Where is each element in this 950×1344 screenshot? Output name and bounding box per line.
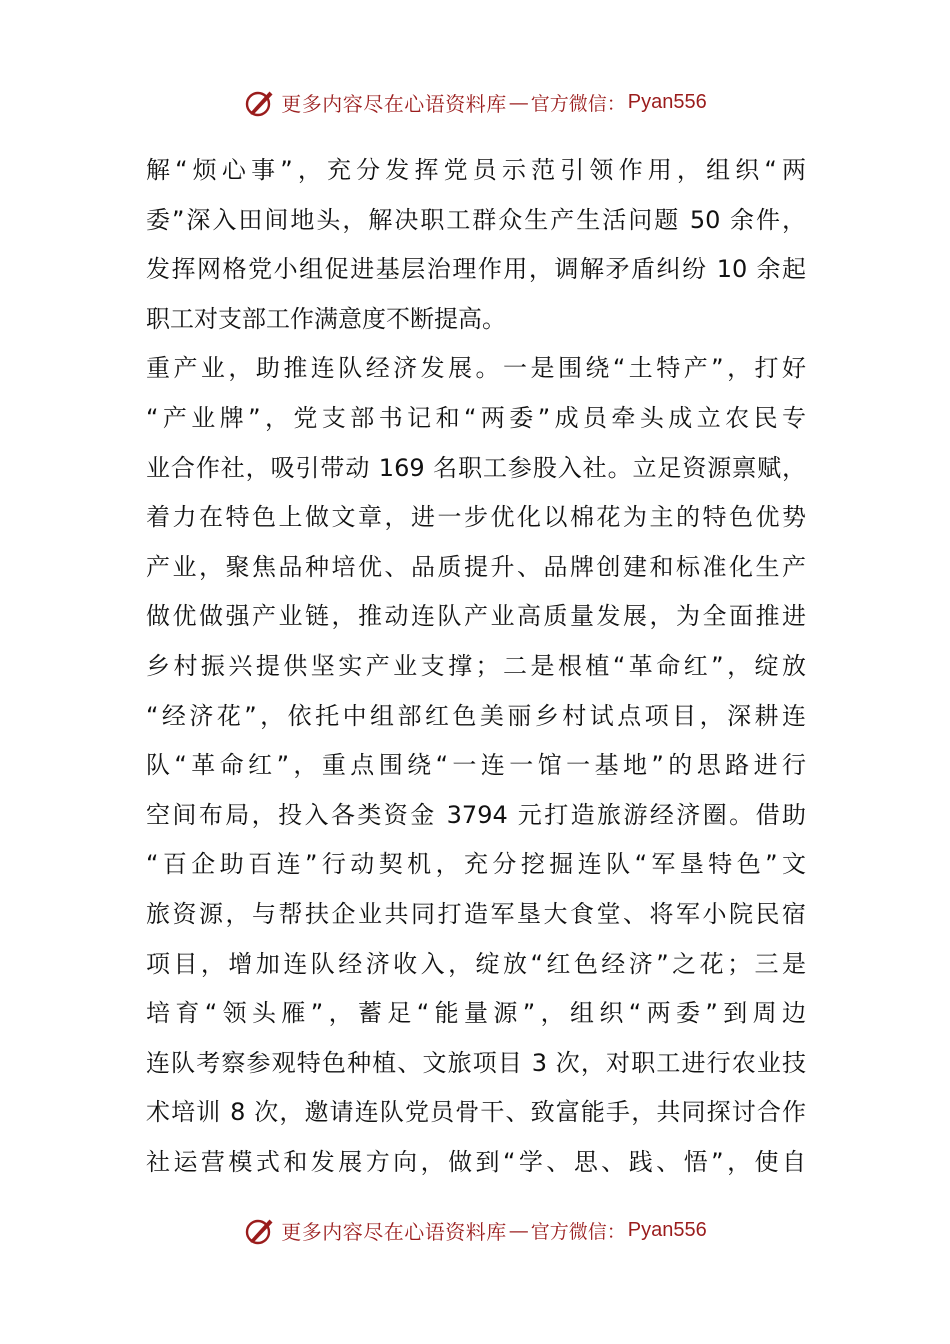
body-text-line: 委”深入田间地头，解决职工群众生产生活问题 50 余件， — [146, 205, 806, 234]
body-text-line: 空间布局，投入各类资金 3794 元打造旅游经济圈。借助 — [146, 800, 806, 829]
body-text-line: 社运营模式和发展方向，做到“学、思、践、悟”，使自 — [146, 1147, 806, 1176]
header-separator: — — [508, 90, 529, 114]
body-text-line: 职工对支部工作满意度不断提高。 — [146, 304, 506, 333]
document-body — [146, 150, 806, 1191]
header-banner — [0, 82, 950, 122]
body-text-line: 培育“领头雁”，蓄足“能量源”，组织“两委”到周边 — [146, 999, 806, 1028]
footer-wechat-label: 官方微信： — [530, 1220, 626, 1243]
footer-separator: — — [508, 1218, 529, 1242]
body-text-line: 解“烦心事”，充分发挥党员示范引领作用，组织“两 — [146, 156, 806, 184]
header-wechat-id: Pyan556 — [627, 90, 707, 113]
body-text-line: 重产业，助推连队经济发展。一是围绕“土特产”，打好 — [146, 354, 806, 383]
body-text-line: 连队考察参观特色种植、文旅项目 3 次，对职工进行农业技 — [146, 1048, 806, 1077]
pen-logo-icon — [243, 1213, 277, 1247]
body-text-line: “产业牌”，党支部书记和“两委”成员牵头成立农民专 — [146, 403, 806, 432]
body-text-line: 业合作社，吸引带动 169 名职工参股入社。立足资源禀赋， — [146, 453, 806, 482]
footer-wechat-id: Pyan556 — [627, 1218, 707, 1241]
body-text-line: “百企助百连”行动契机，充分挖掘连队“军垦特色”文 — [146, 850, 806, 879]
body-text-line: 产业，聚焦品种培优、品质提升、品牌创建和标准化生产 — [146, 552, 806, 581]
body-text-line: 乡村振兴提供坚实产业支撑；二是根植“革命红”，绽放 — [146, 651, 806, 680]
body-text-line: 旅资源，与帮扶企业共同打造军垦大食堂、将军小院民宿 — [146, 899, 806, 928]
body-text-line: 做优做强产业链，推动连队产业高质量发展，为全面推进 — [146, 602, 806, 631]
body-text-line: 术培训 8 次，邀请连队党员骨干、致富能手，共同探讨合作 — [146, 1098, 806, 1127]
body-text-line: “经济花”，依托中组部红色美丽乡村试点项目，深耕连 — [146, 701, 806, 730]
footer-site-text: 更多内容尽在心语资料库 — [281, 1219, 507, 1244]
header-wechat-label: 官方微信： — [530, 92, 626, 115]
body-text-line: 项目，增加连队经济收入，绽放“红色经济”之花；三是 — [146, 949, 806, 978]
footer-banner — [0, 1210, 950, 1250]
body-text-line: 着力在特色上做文章，进一步优化以棉花为主的特色优势 — [146, 503, 806, 532]
header-site-text: 更多内容尽在心语资料库 — [281, 91, 507, 116]
pen-logo-icon — [243, 85, 277, 119]
body-text-line: 队“革命红”，重点围绕“一连一馆一基地”的思路进行 — [146, 751, 806, 780]
body-text-line: 发挥网格党小组促进基层治理作用，调解矛盾纠纷 10 余起 — [146, 255, 806, 284]
